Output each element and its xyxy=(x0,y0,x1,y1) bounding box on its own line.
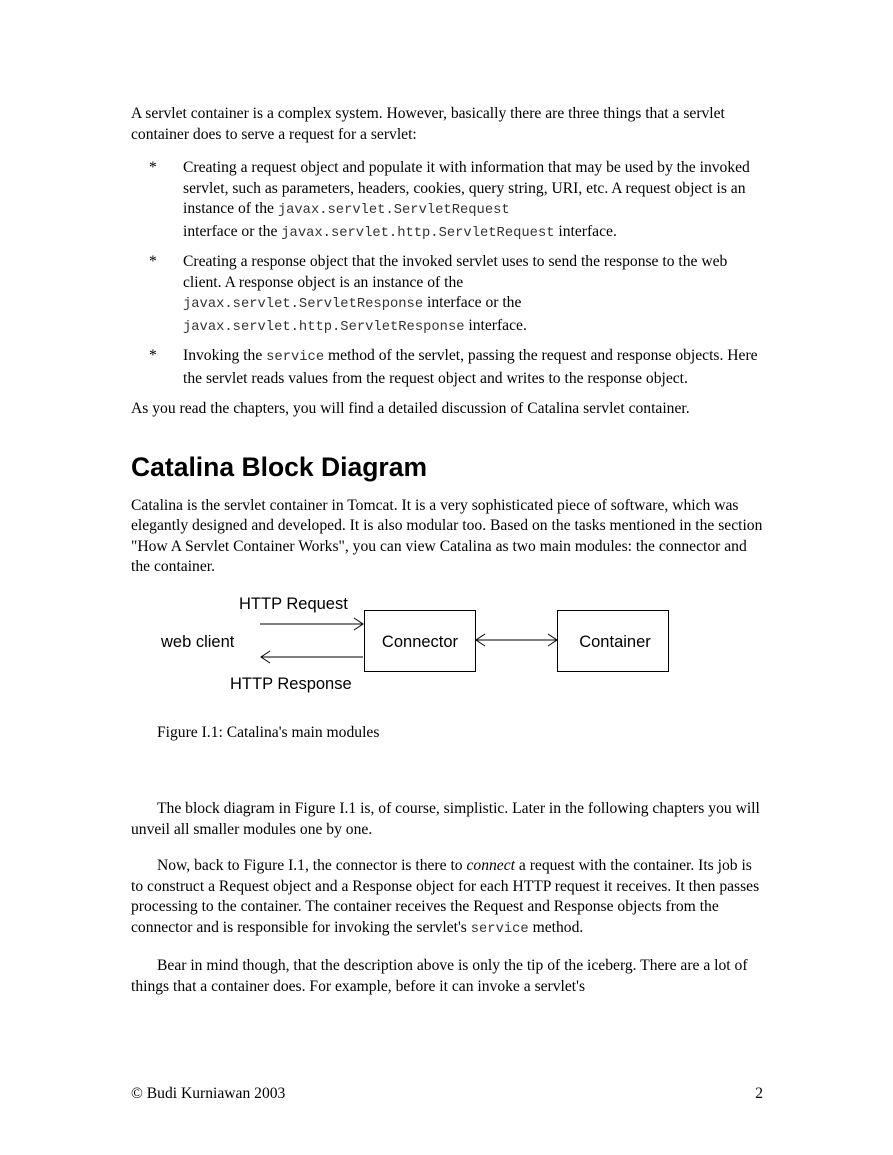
code-http-servletresponse: javax.servlet.http.ServletResponse xyxy=(183,319,465,335)
section-heading: Catalina Block Diagram xyxy=(131,451,428,482)
code-servletrequest: javax.servlet.ServletRequest xyxy=(277,203,510,218)
bullet-marker: * xyxy=(149,347,157,364)
block-diagram xyxy=(131,593,763,723)
web-client-label: web client xyxy=(161,632,235,651)
list-item: * Creating a response object that the invoked servlet uses to send the response to the web client. A response object is an instance of the javax.servlet.ServletResponse interface or the javax.servlet.http.ServletResponse interface. xyxy=(149,253,728,335)
emphasis-connect: connect xyxy=(466,857,515,874)
figure-caption: Figure I.1: Catalina's main modules xyxy=(157,723,380,741)
http-response-label: HTTP Response xyxy=(230,674,352,693)
after-bullets-paragraph: As you read the chapters, you will find a detailed discussion of Catalina servlet container. xyxy=(131,400,690,417)
bullet-marker: * xyxy=(149,253,157,270)
connector-label: Connector xyxy=(381,632,459,651)
copyright-text: © Budi Kurniawan 2003 xyxy=(131,1085,286,1102)
block-diagram-svg xyxy=(131,593,763,723)
list-item: * Creating a request object and populate it with information that may be used by the invoked servlet, such as parameters, headers, cookies, query string, URI, etc. A request object is an instance of the javax.servlet.ServletRequest interface or the javax.servlet.http.ServletRequest interface. xyxy=(149,159,750,241)
page-footer xyxy=(131,1084,763,1104)
bullet-list xyxy=(131,158,763,389)
page-number: 2 xyxy=(755,1085,763,1102)
bullet-marker: * xyxy=(149,159,157,176)
intro-paragraph: A servlet container is a complex system. However, basically there are three things that a servlet container does to serve a request for a servlet: xyxy=(131,105,725,143)
code-servletresponse: javax.servlet.ServletResponse xyxy=(183,297,424,312)
catalina-paragraph: Catalina is the servlet container in Tomcat. It is a very sophisticated piece of software, which was elegantly designed and developed. It is also modular too. Based on the tasks mentioned in the section "How A Servlet Container Works", you can view Catalina as two main modules: the connector and the container. xyxy=(131,496,763,575)
code-http-servletrequest: javax.servlet.http.ServletRequest xyxy=(281,225,555,241)
iceberg-paragraph: Bear in mind though, that the description above is only the tip of the iceberg. There are a lot of things that a container does. For example, before it can invoke a servlet's xyxy=(131,957,748,995)
connector-paragraph: Now, back to Figure I.1, the connector is there to connect a request with the container. Its job is to construct a Request object and a Response object for each HTTP request it receives. It then passes processing to the container. The container receives the Request and Response objects from the connector and is responsible for invoking the servlet's service method. xyxy=(131,857,760,937)
container-label: Container xyxy=(579,632,651,651)
code-service: service xyxy=(266,350,325,365)
http-request-label: HTTP Request xyxy=(239,594,348,613)
list-item: * Invoking the service method of the servlet, passing the request and response objects. Here the servlet reads values from the request object and writes to the response object. xyxy=(149,347,758,387)
code-service-inline: service xyxy=(470,921,529,937)
block-diagram-paragraph: The block diagram in Figure I.1 is, of course, simplistic. Later in the following chapters you will unveil all smaller modules one by one. xyxy=(131,800,760,838)
page-content xyxy=(131,104,763,997)
